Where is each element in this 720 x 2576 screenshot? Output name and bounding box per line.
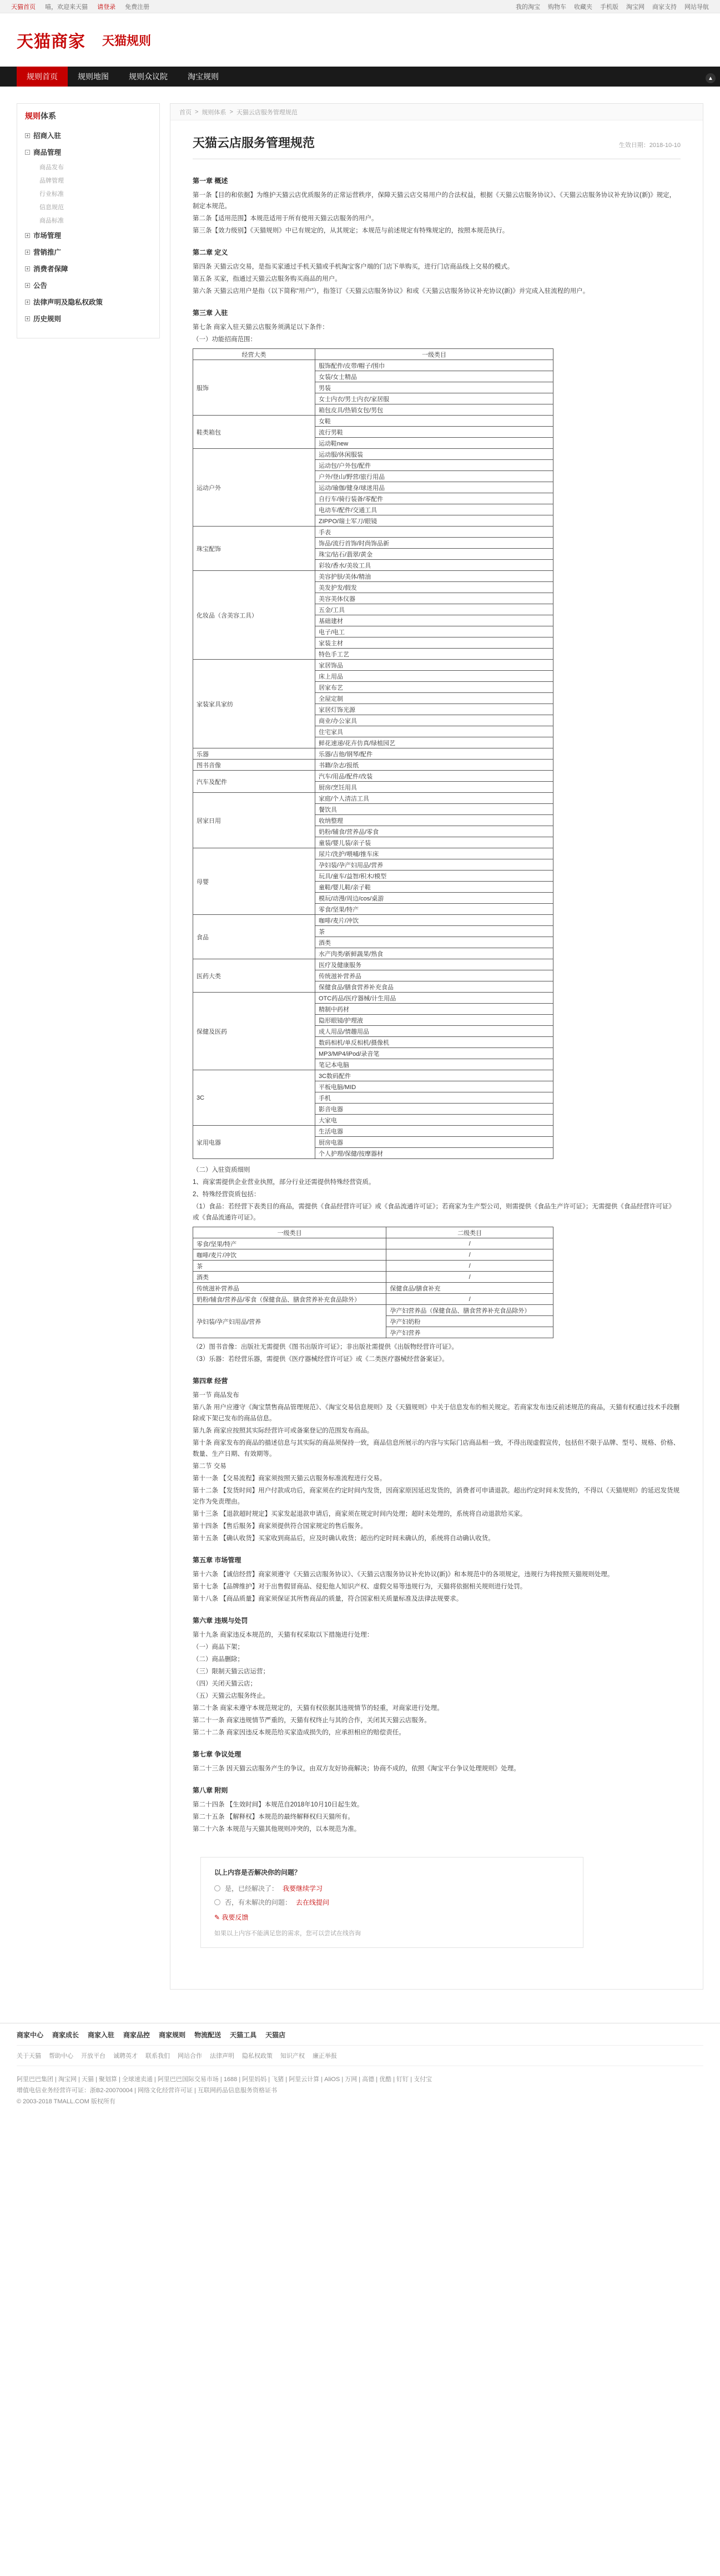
breadcrumb-sep: > (195, 108, 199, 115)
footer-link[interactable]: 商家规则 (159, 2031, 186, 2039)
level2-cell: / (386, 1272, 553, 1283)
footer-link[interactable]: 联系我们 (145, 2053, 170, 2059)
category-cell: 家居饰品 (315, 660, 553, 671)
paragraph: 第五条 买家，指通过天猫云店服务购买商品的用户。 (193, 276, 341, 282)
level1-cell: 酒类 (193, 1272, 386, 1283)
category-cell: ZIPPO/瑞士军刀/眼镜 (315, 515, 553, 527)
expand-icon[interactable]: + (25, 250, 30, 255)
footer-link[interactable]: 物流配送 (194, 2031, 221, 2039)
footer-sub-links (17, 2046, 703, 2066)
category-cell: 特色手工艺 (315, 649, 553, 660)
feedback-icon: ✎ (214, 1914, 222, 1921)
category-cell: 珠宝/钻石/翡翠/黄金 (315, 549, 553, 560)
category-cell: 鲜花速递/花卉仿真/绿植园艺 (315, 737, 553, 748)
table-header-cell: 一级类目 (193, 1227, 386, 1238)
category-cell: 乐器/吉他/钢琴/配件 (315, 748, 553, 760)
taobao-link[interactable]: 淘宝网 (626, 3, 645, 11)
category-cell: 美容护肤/美体/精油 (315, 571, 553, 582)
sidebar-item-legal[interactable]: + 法律声明及隐私权政策 (17, 293, 159, 310)
category-cell: 精制中药材 (315, 1004, 553, 1015)
continue-learning-link[interactable]: 我要继续学习 (283, 1885, 323, 1892)
topbar (0, 0, 720, 13)
paragraph: 第十一条 【交易流程】商家须按照天猫云店服务标准流程进行交易。 (193, 1475, 386, 1482)
table-row (193, 527, 553, 538)
paragraph: 第一节 商品发布 (193, 1392, 239, 1399)
main-content (170, 103, 703, 1990)
footer-link[interactable]: 帮助中心 (49, 2053, 73, 2059)
table-row (193, 771, 553, 782)
category-cell: 生活电器 (315, 1126, 553, 1137)
category-cell: 汽车/用品/配件/改装 (315, 771, 553, 782)
sidebar-item-history[interactable]: + 历史规则 (17, 310, 159, 327)
category-cell: 彩妆/香水/美妆工具 (315, 560, 553, 571)
paragraph: 第二节 交易 (193, 1463, 226, 1470)
category-cell: 手机 (315, 1092, 553, 1104)
table-header-cell: 一级类目 (315, 349, 553, 360)
chapter-title: 第七章 争议处理 (193, 1750, 241, 1758)
table-row (193, 449, 553, 460)
footer-link[interactable]: 关于天猫 (17, 2053, 41, 2059)
paragraph: 第六条 天猫云店用户是指（以下简称“用户”），指签订《天猫云店服务协议》和或《天猫云店服务协议补充协议(新)》并完成入驻流程的用户。 (193, 288, 590, 295)
expand-icon[interactable]: + (25, 133, 30, 138)
footer-link[interactable]: 商家成长 (52, 2031, 79, 2039)
expand-icon[interactable]: + (25, 266, 30, 271)
paragraph: 第十二条 【发货时间】用户付款成功后，商家须在约定时间内发货，因商家原因延迟发货的，消费者可申请退款。超出约定时间未发货的，不得以《天猫规则》的延迟发货规定作为免责理由。 (193, 1487, 680, 1505)
paragraph: 第三条【效力级别】《天猫规则》中已有规定的，从其规定；本规范与前述规定有特殊规定的，按照本规范执行。 (193, 227, 509, 234)
paragraph: （二）入驻资质细则 (193, 1167, 250, 1173)
category-cell: 饰品/流行首饰/时尚饰品新 (315, 538, 553, 549)
footer-link[interactable]: 隐私权政策 (242, 2053, 273, 2059)
chapter-body (193, 1390, 681, 1544)
category-cell: 手表 (315, 527, 553, 538)
feedback-button[interactable]: ✎ 我要反馈 (214, 1914, 249, 1921)
paragraph: 第二十一条 商家违规情节严重的，天猫有权终止与其的合作，关闭其天猫云店服务。 (193, 1717, 431, 1724)
chapter-body (193, 190, 681, 236)
group-cell: 食品 (193, 915, 315, 959)
sidebar-sub-item[interactable]: 商品标准 (39, 217, 64, 224)
table-row (193, 1261, 553, 1272)
paragraph: 2、特殊经营资质包括： (193, 1191, 260, 1198)
group-cell: 乐器 (193, 748, 315, 760)
chapter-title: 第三章 入驻 (193, 309, 228, 317)
category-cell: 女鞋 (315, 416, 553, 427)
footer-link[interactable]: 商家入驻 (88, 2031, 115, 2039)
table-row (193, 1294, 553, 1305)
paragraph: （1）食品：若经营下表类目的商品，需提供《食品经营许可证》或《食品流通许可证》；若商家为生产型公司，则需提供《食品生产许可证》；无需提供《食品经营许可证》或《食品流通许可证》。 (193, 1203, 675, 1221)
sidebar-item-market[interactable]: + 市场管理 (17, 227, 159, 244)
sidebar-item-goods[interactable]: - 商品管理 (17, 144, 159, 160)
sidebar-title: 规则体系 (25, 112, 56, 120)
main-nav (0, 67, 720, 87)
category-cell: 茶 (315, 926, 553, 937)
nav-taobao-rules[interactable]: 淘宝规则 (188, 72, 219, 81)
radio-icon[interactable] (214, 1885, 220, 1891)
paragraph: 1、商家需提供企业营业执照，部分行业还需提供特殊经营资质。 (193, 1179, 375, 1186)
category-cell: 保健食品/膳食营养补充食品 (315, 981, 553, 993)
footer-link[interactable]: 廉正举报 (313, 2053, 337, 2059)
register-link[interactable]: 免费注册 (125, 3, 150, 11)
level1-cell: 奶粉/辅食/营养品/零食（保健食品、膳食营养补充食品除外） (193, 1294, 386, 1305)
breadcrumb (170, 104, 703, 120)
group-cell: 居家日用 (193, 793, 315, 848)
category-cell: 酒类 (315, 937, 553, 948)
category-cell: 电动车/配件/交通工具 (315, 504, 553, 515)
level1-cell: 传统滋补营养品 (193, 1283, 386, 1294)
category-cell: 隐形眼镜/护理液 (315, 1015, 553, 1026)
group-cell: 化妆品（含美容工具） (193, 571, 315, 660)
expand-icon[interactable]: + (25, 316, 30, 321)
favorites-link[interactable]: 收藏夹 (574, 3, 592, 11)
table-header-row (193, 1227, 553, 1238)
category-cell: 女士内衣/男士内衣/家居服 (315, 393, 553, 404)
category-cell: 运动包/户外包/配件 (315, 460, 553, 471)
category-cell: 户外/登山/野营/旅行用品 (315, 471, 553, 482)
tmall-logo[interactable]: 天猫商家 (17, 33, 85, 51)
breadcrumb-current: 天猫云店服务管理规范 (236, 109, 298, 116)
ask-online-link[interactable]: 去在线提问 (296, 1899, 330, 1906)
table-header-row (193, 349, 553, 360)
paragraph: 第十四条 【售后服务】商家须提供符合国家规定的售后服务。 (193, 1523, 367, 1530)
category-cell: 运动/瑜伽/健身/球迷用品 (315, 482, 553, 493)
table-row (193, 1070, 553, 1081)
chapter-body (193, 1629, 681, 1738)
category-cell: 家装主材 (315, 637, 553, 649)
category-cell: 孕妇装/孕产妇用品/营养 (315, 859, 553, 871)
paragraph: 第十五条 【确认收货】买家收到商品后，应及时确认收货；超出约定时间未确认的，系统将自动确认收货。 (193, 1535, 495, 1542)
qualification-notes (193, 1165, 681, 1223)
chapter-title: 第五章 市场管理 (193, 1556, 241, 1564)
table-row (193, 915, 553, 926)
category-cell: 大家电 (315, 1115, 553, 1126)
group-cell: 3C (193, 1070, 315, 1126)
group-cell: 鞋类箱包 (193, 416, 315, 449)
footer-link[interactable]: 知识产权 (280, 2053, 305, 2059)
sidebar (17, 103, 160, 338)
table-row (193, 660, 553, 671)
site-nav-link[interactable]: 网站导航 (684, 3, 709, 11)
category-cell: MP3/MP4/iPod/录音笔 (315, 1048, 553, 1059)
nav-rules-map[interactable]: 规则地图 (78, 72, 109, 81)
table-row (193, 416, 553, 427)
category-cell: 家居灯饰光源 (315, 704, 553, 715)
category-cell: 零食/坚果/特产 (315, 904, 553, 915)
level2-cell: 孕产妇营养 (386, 1327, 553, 1338)
my-taobao-link[interactable]: 我的淘宝 (516, 3, 540, 11)
category-cell: 厨房电器 (315, 1137, 553, 1148)
paragraph: （三）限制天猫云店运营； (193, 1668, 269, 1675)
table-row (193, 848, 553, 859)
chapter-title: 第一章 概述 (193, 177, 228, 185)
breadcrumb-sep: > (229, 108, 233, 115)
category-cell: 基础建材 (315, 615, 553, 626)
level1-cell: 咖啡/麦片/冲饮 (193, 1249, 386, 1261)
paragraph: （一）功能招商范围： (193, 336, 256, 343)
expand-icon[interactable]: + (25, 233, 30, 238)
level1-cell: 孕妇装/孕产妇用品/营养 (193, 1305, 386, 1338)
category-cell: OTC药品/医疗器械/计生用品 (315, 993, 553, 1004)
footer (0, 2023, 720, 2118)
group-cell: 图书音像 (193, 760, 315, 771)
tmall-home-link[interactable]: 天猫首页 (11, 3, 36, 11)
food-category-table (193, 1227, 553, 1338)
paragraph: 第十八条 【商品质量】商家须保证其所售商品的质量，符合国家相关质量标准及法律法规要求。 (193, 1596, 463, 1602)
group-cell: 母婴 (193, 848, 315, 915)
qualification-notes (193, 1342, 681, 1365)
category-cell: 餐饮具 (315, 804, 553, 815)
paragraph: 第九条 商家应按照其实际经营许可或备案登记的范围发布商品。 (193, 1428, 374, 1434)
paragraph: 第二十条 商家未遵守本规范规定的，天猫有权依据其违规情节的轻重，对商家进行处理。 (193, 1705, 444, 1712)
table-row (193, 748, 553, 760)
chapter-title: 第八章 附则 (193, 1787, 228, 1794)
category-cell: 服饰配件/皮带/帽子/围巾 (315, 360, 553, 371)
level2-cell: 孕产妇营养品（保健食品、膳食营养补充食品除外） (386, 1305, 553, 1316)
table-row (193, 1305, 553, 1316)
category-cell: 书籍/杂志/报纸 (315, 760, 553, 771)
footer-link[interactable]: 网站合作 (178, 2053, 202, 2059)
feedback-box (200, 1857, 583, 1948)
group-cell: 保健及医药 (193, 993, 315, 1070)
chapter-title: 第二章 定义 (193, 249, 228, 256)
paragraph: 第二十二条 商家因违反本规范给买家造成损失的，应承担相应的赔偿责任。 (193, 1729, 405, 1736)
chapter-body (193, 261, 681, 297)
table-row (193, 1272, 553, 1283)
breadcrumb-home[interactable]: 首页 (179, 109, 192, 116)
category-cell: 童装/婴儿装/亲子装 (315, 837, 553, 848)
sidebar-item-consumer[interactable]: + 消费者保障 (17, 260, 159, 277)
table-row (193, 1126, 553, 1137)
paragraph: 第二条【适用范围】本规范适用于所有使用天猫云店服务的用户。 (193, 215, 378, 222)
breadcrumb-system[interactable]: 规则体系 (202, 109, 226, 116)
login-link[interactable]: 请登录 (97, 3, 116, 11)
group-cell: 运动户外 (193, 449, 315, 527)
paragraph: （四）关闭天猫云店； (193, 1681, 256, 1687)
table-row (193, 993, 553, 1004)
effective-date: 生效日期：2018-10-10 (618, 142, 681, 149)
level2-cell: / (386, 1294, 553, 1305)
category-cell: 住宅家具 (315, 726, 553, 737)
category-cell: 笔记本电脑 (315, 1059, 553, 1070)
paragraph: 第二十四条 【生效时间】本规范自2018年10月10日起生效。 (193, 1801, 364, 1808)
category-cell: 收纳整理 (315, 815, 553, 826)
chapter-body (193, 1763, 681, 1774)
category-cell: 咖啡/麦片/冲饮 (315, 915, 553, 926)
category-cell: 美容美体仪器 (315, 593, 553, 604)
topbar-right (516, 2, 709, 11)
chapter-title: 第六章 违规与处罚 (193, 1617, 248, 1624)
merchant-support-link[interactable]: 商家支持 (652, 3, 677, 11)
category-cell: 家庭/个人清洁工具 (315, 793, 553, 804)
footer-link[interactable]: 天猫工具 (230, 2031, 257, 2039)
category-cell: 自行车/骑行装备/零配件 (315, 493, 553, 504)
sidebar-item-onboarding[interactable]: + 招商入驻 (17, 127, 159, 144)
paragraph: 第十条 商家发布的商品的描述信息与其实际的商品须保持一致，商品信息所展示的内容与实际门店商品相一致，不得出现虚假宣传，包括但不限于品牌、型号、规格、价格、数量、生产日期、有效期等。 (193, 1440, 680, 1457)
expand-icon[interactable]: + (25, 283, 30, 288)
paragraph: 第十三条 【退款超时规定】买家发起退款申请后，商家须在规定时间内处理；超时未处理的，系统将自动退款给买家。 (193, 1511, 527, 1517)
category-cell: 成人用品/情趣用品 (315, 1026, 553, 1037)
article (170, 120, 703, 1970)
category-cell: 影音电器 (315, 1104, 553, 1115)
level2-cell: 孕产妇奶粉 (386, 1316, 553, 1327)
paragraph: （一）商品下架； (193, 1644, 244, 1651)
chapter-title: 第四章 经营 (193, 1377, 228, 1385)
paragraph: 第二十三条 因天猫云店服务产生的争议，由双方友好协商解决；协商不成的，依照《淘宝平台争议处理规则》处理。 (193, 1765, 520, 1772)
feedback-title: 以上内容是否解决你的问题？ (214, 1869, 301, 1876)
footer-link[interactable]: 商家品控 (123, 2031, 150, 2039)
category-cell: 个人护理/保健/按摩器材 (315, 1148, 553, 1159)
scroll-top-icon[interactable]: ▲ (706, 73, 716, 83)
chapter-body (193, 322, 681, 345)
group-cell: 珠宝配饰 (193, 527, 315, 571)
article-head (193, 134, 681, 159)
category-cell: 床上用品 (315, 671, 553, 682)
category-cell: 模玩/动漫/周边/cos/桌游 (315, 893, 553, 904)
footer-link[interactable]: 诚聘英才 (113, 2053, 138, 2059)
category-cell: 尿片/洗护/喂哺/推车床 (315, 848, 553, 859)
category-cell: 居家布艺 (315, 682, 553, 693)
group-cell: 服饰 (193, 360, 315, 416)
table-header-cell: 二级类目 (386, 1227, 553, 1238)
table-row (193, 793, 553, 804)
category-cell: 美发护发/假发 (315, 582, 553, 593)
footer-link[interactable]: 天猫店 (265, 2031, 286, 2039)
paragraph: （2）图书音像：出版社无需提供《图书出版许可证》；非出版社需提供《出版物经营许可证》。 (193, 1344, 458, 1350)
category-cell: 五金/工具 (315, 604, 553, 615)
paragraph: （二）商品删除； (193, 1656, 244, 1663)
sidebar-sub-item[interactable]: 品牌管理 (39, 178, 64, 184)
paragraph: 第四条 天猫云店交易，是指买家通过手机天猫或手机淘宝客户端的门店下单购买，进行门店商品线上交易的模式。 (193, 264, 514, 270)
category-cell: 男装 (315, 382, 553, 393)
group-cell: 家用电器 (193, 1126, 315, 1159)
level2-cell: / (386, 1238, 553, 1249)
category-cell: 厨房/烹饪用具 (315, 782, 553, 793)
radio-icon[interactable] (214, 1899, 220, 1905)
table-row (193, 1238, 553, 1249)
paragraph: 第七条 商家入驻天猫云店服务须满足以下条件： (193, 324, 329, 331)
table-header-cell: 经营大类 (193, 349, 315, 360)
footer-main-links (17, 2030, 703, 2046)
category-cell: 流行男鞋 (315, 427, 553, 438)
group-cell: 家装家具家纺 (193, 660, 315, 748)
category-cell: 3C数码配件 (315, 1070, 553, 1081)
feedback-option-yes[interactable]: 是，已经解决了： 我要继续学习 (214, 1881, 570, 1895)
level2-cell: / (386, 1249, 553, 1261)
footer-link[interactable]: 法律声明 (210, 2053, 234, 2059)
table-row (193, 1249, 553, 1261)
welcome-text: 喵，欢迎来天猫 (45, 3, 88, 11)
category-table (193, 348, 553, 1159)
group-cell: 汽车及配件 (193, 771, 315, 793)
sidebar-sub-item[interactable]: 行业标准 (39, 191, 64, 198)
level1-cell: 茶 (193, 1261, 386, 1272)
table-row (193, 360, 553, 371)
collapse-icon[interactable]: - (25, 150, 30, 155)
category-cell: 全屋定制 (315, 693, 553, 704)
chapter-body (193, 1799, 681, 1835)
paragraph: 第十九条 商家违反本规范的，天猫有权采取以下措施进行处理： (193, 1632, 374, 1638)
paragraph: 第十七条 【品牌维护】对于出售假冒商品、侵犯他人知识产权、虚假交易等违规行为，天猫将依据相关规则进行处罚。 (193, 1583, 527, 1590)
sidebar-sub-item[interactable]: 商品发布 (39, 164, 64, 171)
feedback-note: 如果以上内容不能满足您的需求，您可以尝试在线咨询 (214, 1930, 361, 1937)
category-cell: 传统滋补营养品 (315, 970, 553, 981)
footer-link[interactable]: 商家中心 (17, 2031, 44, 2039)
table-row (193, 571, 553, 582)
category-cell: 平板电脑/MID (315, 1081, 553, 1092)
paragraph: 第二十六条 本规范与天猫其他规则冲突的，以本规范为准。 (193, 1826, 361, 1833)
paragraph: （3）乐器：若经营乐器，需提供《医疗器械经营许可证》或《二类医疗器械经营备案证》。 (193, 1356, 449, 1363)
header (0, 13, 720, 67)
nav-rules-home[interactable]: 规则首页 (17, 67, 68, 87)
category-cell: 数码相机/单反相机/摄像机 (315, 1037, 553, 1048)
chapter-body (193, 1569, 681, 1605)
sidebar-item-notice[interactable]: + 公告 (17, 277, 159, 293)
table-row (193, 959, 553, 970)
table-row (193, 760, 553, 771)
category-cell: 奶粉/辅食/营养品/零食 (315, 826, 553, 837)
feedback-option-no[interactable]: 否，有未解决的问题： 去在线提问 (214, 1895, 570, 1909)
table-row (193, 1283, 553, 1294)
category-cell: 女装/女士精品 (315, 371, 553, 382)
footer-copyright: 阿里巴巴集团 | 淘宝网 | 天猫 | 聚划算 | 全球速卖通 | 阿里巴巴国际交易市场 | 1688 | 阿里妈妈 | 飞猪 | 阿里云计算 | AliOS | 万网 | 高德 | 优酷 | 钉钉 | 支付宝 增值电信业务经营许可证：浙B2-20070004 | 网络文化经营许可证 | 互联网药品信息服务资格证书 © 2003-2018 TMALL.COM 版权所有 (17, 2076, 432, 2105)
category-cell: 商业/办公家具 (315, 715, 553, 726)
category-cell: 水产肉类/新鲜蔬果/熟食 (315, 948, 553, 959)
mobile-link[interactable]: 手机版 (600, 3, 618, 11)
level2-cell: 保健食品/膳食补充 (386, 1283, 553, 1294)
category-cell: 运动服/休闲服装 (315, 449, 553, 460)
sidebar-sub-item[interactable]: 信息规范 (39, 204, 64, 211)
category-cell: 电子/电工 (315, 626, 553, 637)
content-wrap (0, 87, 720, 1990)
paragraph: 第八条 用户应遵守《淘宝禁售商品管理规范》、《淘宝交易信息规则》及《天猫规则》中关于信息发布的相关规定。若商家发布违反前述规范的商品，天猫有权通过技术手段删除或下架已发布的商品信息。 (193, 1404, 680, 1422)
paragraph: 第十六条 【诚信经营】商家须遵守《天猫云店服务协议》、《天猫云店服务协议补充协议(新)》和本规范中的各项规定，违规行为将按照天猫规则处理。 (193, 1571, 614, 1578)
category-cell: 箱包皮具/热销女包/男包 (315, 404, 553, 416)
level1-cell: 零食/坚果/特产 (193, 1238, 386, 1249)
category-cell: 医疗及健康服务 (315, 959, 553, 970)
paragraph: 第二十五条 【解释权】本规范的最终解释权归天猫所有。 (193, 1814, 354, 1820)
category-cell: 玩具/童车/益智/积木/模型 (315, 871, 553, 882)
category-cell: 童鞋/婴儿鞋/亲子鞋 (315, 882, 553, 893)
topbar-left (11, 2, 157, 11)
paragraph: 第一条【目的和依据】为维护天猫云店优质服务的正常运营秩序，保障天猫云店交易用户的合法权益，根据《天猫云店服务协议》、《天猫云店服务协议补充协议(新)》规定，制定本规范。 (193, 192, 676, 210)
cart-link[interactable]: 购物车 (548, 3, 566, 11)
page-title: 天猫云店服务管理规范 (193, 136, 315, 150)
level2-cell: / (386, 1261, 553, 1272)
sidebar-item-promotion[interactable]: + 营销推广 (17, 244, 159, 260)
rules-logo[interactable]: 天猫规则 (102, 33, 152, 48)
paragraph: （五）天猫云店服务终止。 (193, 1693, 269, 1699)
group-cell: 医药大类 (193, 959, 315, 993)
category-cell: 运动鞋new (315, 438, 553, 449)
expand-icon[interactable]: + (25, 300, 30, 305)
nav-rules-senate[interactable]: 规则众议院 (129, 72, 168, 81)
footer-link[interactable]: 开放平台 (81, 2053, 105, 2059)
